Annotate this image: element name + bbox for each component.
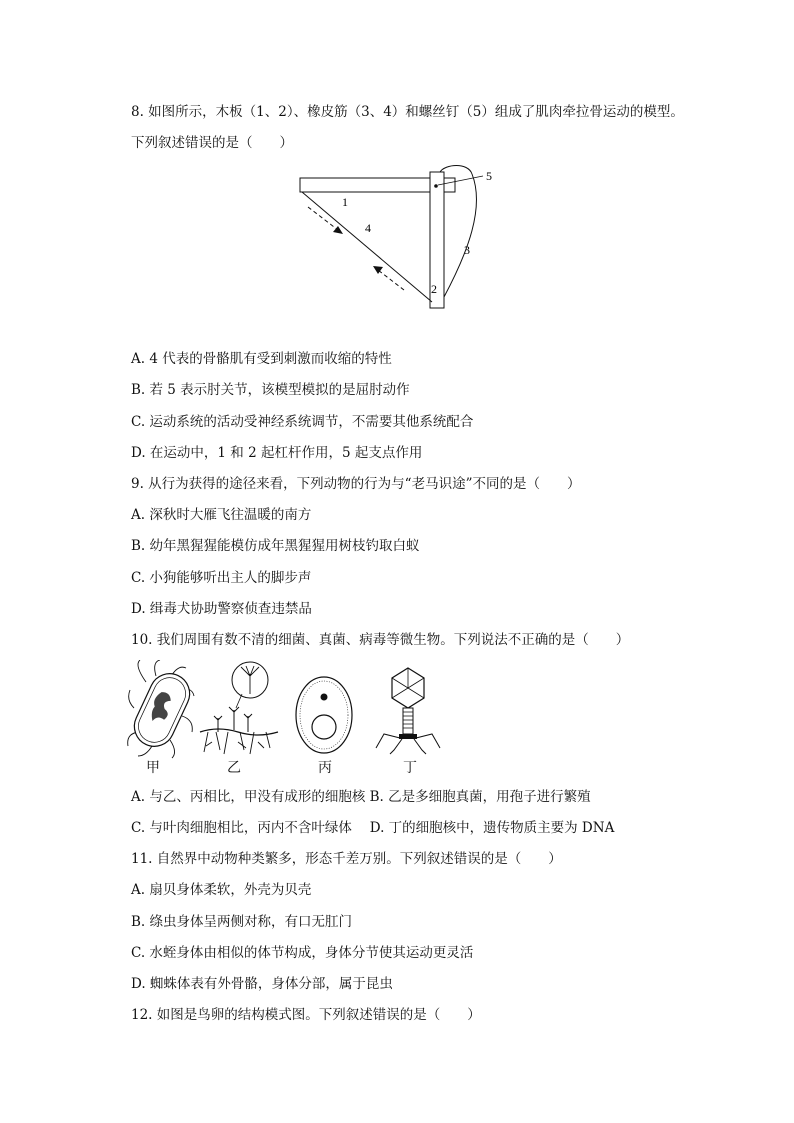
virus-figure [372,664,444,756]
q8-option-c: C. 运动系统的活动受神经系统调节，不需要其他系统配合 [131,414,474,430]
rubber-band-4 [302,192,432,302]
q9-option-b: B. 幼年黑猩猩能模仿成年黑猩猩用树枝钓取白蚁 [131,538,420,554]
q11-stem: 11. 自然界中动物种类繁多，形态千差万别。下列叙述错误的是（ ） [131,851,562,867]
caption-ding: 丁 [403,760,417,776]
q8-stem-line1: 8. 如图所示，木板（1、2）、橡皮筋（3、4）和螺丝钉（5）组成了肌肉牵拉骨运动的模型。 [131,104,684,120]
label-1: 1 [342,195,348,209]
caption-bing: 丙 [318,760,332,776]
label-4: 4 [365,221,371,235]
q10-stem: 10. 我们周围有数不清的细菌、真菌、病毒等微生物。下列说法不正确的是（ ） [131,632,630,648]
q9-stem: 9. 从行为获得的途径来看，下列动物的行为与“老马识途”不同的是（ ） [131,476,581,492]
q11-option-d: D. 蜘蛛体表有外骨骼，身体分部，属于昆虫 [131,976,393,992]
q8-option-d: D. 在运动中，1 和 2 起杠杆作用，5 起支点作用 [131,445,423,461]
fungus-figure [198,660,280,758]
bacterium-figure [126,660,196,760]
caption-yi: 乙 [227,760,241,776]
q11-option-c: C. 水蛭身体由相似的体节构成，身体分节使其运动更灵活 [131,945,474,961]
q10-options-row1: A. 与乙、丙相比，甲没有成形的细胞核 B. 乙是多细胞真菌，用孢子进行繁殖 [131,789,591,805]
q11-option-b: B. 绦虫身体呈两侧对称，有口无肛门 [131,914,353,930]
label-2: 2 [431,282,437,296]
q12-stem: 12. 如图是鸟卵的结构模式图。下列叙述错误的是（ ） [131,1007,481,1023]
label-5: 5 [486,169,492,183]
q9-option-a: A. 深秋时大雁飞往温暖的南方 [131,507,312,523]
q10-options-row2: C. 与叶肉细胞相比，丙内不含叶绿体 D. 丁的细胞核中，遗传物质主要为 DNA [131,820,615,836]
q9-option-d: D. 缉毒犬协助警察侦查违禁品 [131,601,312,617]
caption-jia: 甲 [146,760,160,776]
q9-option-c: C. 小狗能够听出主人的脚步声 [131,570,312,586]
q8-stem-line2: 下列叙述错误的是（ ） [131,135,293,151]
screw-5 [434,184,438,188]
q11-option-a: A. 扇贝身体柔软，外壳为贝壳 [131,882,312,898]
muscle-bone-model-figure [290,162,510,318]
yeast-figure [292,674,356,756]
label-3: 3 [464,243,470,257]
q8-option-a: A. 4 代表的骨骼肌有受到刺激而收缩的特性 [131,351,392,367]
q8-option-b: B. 若 5 表示肘关节，该模型模拟的是屈肘动作 [131,382,410,398]
